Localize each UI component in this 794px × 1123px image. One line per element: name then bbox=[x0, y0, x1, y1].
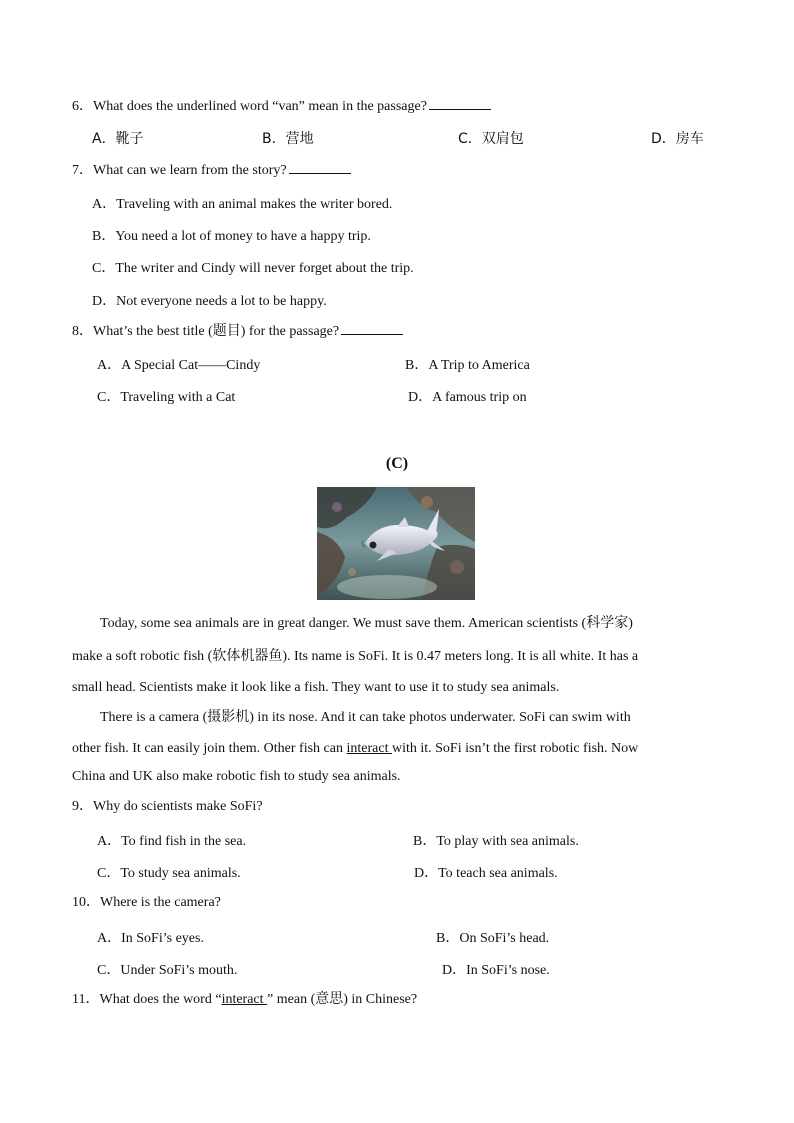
q9-option-a: A．To find fish in the sea. bbox=[97, 834, 247, 849]
paragraph-2-line-2-text: other fish. It can easily join them. Other fish can bbox=[72, 741, 347, 756]
q8-option-d: D．A famous trip on bbox=[408, 390, 527, 405]
question-11 bbox=[72, 991, 417, 1009]
q10-option-d: D．In SoFi’s nose. bbox=[442, 963, 550, 978]
paragraph-1-line-3: small head. Scientists make it look like a fish. They want to use it to study sea animals. bbox=[72, 680, 560, 695]
q9-option-d: D．To teach sea animals. bbox=[414, 866, 558, 881]
q6-option-b: B．营地 bbox=[262, 131, 314, 147]
paragraph-1-line-1: Today, some sea animals are in great danger. We must save them. American scientists (科学家) bbox=[100, 616, 633, 631]
answer-blank bbox=[429, 97, 491, 110]
q10-option-a: A．In SoFi’s eyes. bbox=[97, 931, 204, 946]
underlined-word-interact: interact bbox=[221, 992, 268, 1007]
question-11-stem-end: ” mean (意思) in Chinese? bbox=[267, 992, 418, 1007]
q6-option-d: D．房车 bbox=[651, 131, 704, 147]
q7-option-a: A．Traveling with an animal makes the writer bored. bbox=[92, 197, 393, 212]
answer-blank bbox=[341, 322, 403, 335]
q9-option-c: C．To study sea animals. bbox=[97, 866, 241, 881]
robotic-fish-illustration bbox=[317, 487, 475, 600]
question-7 bbox=[72, 161, 351, 180]
question-7-stem: 7．What can we learn from the story? bbox=[72, 163, 287, 178]
question-6 bbox=[72, 97, 491, 116]
paragraph-2-line-2 bbox=[72, 740, 638, 758]
question-11-stem: 11．What does the word “ bbox=[72, 992, 222, 1007]
underlined-word-interact: interact bbox=[346, 741, 392, 756]
q8-option-b: B．A Trip to America bbox=[405, 358, 530, 373]
question-10-stem: 10．Where is the camera? bbox=[72, 895, 221, 910]
q7-option-c: C．The writer and Cindy will never forget about the trip. bbox=[92, 261, 414, 276]
answer-blank bbox=[289, 161, 351, 174]
q8-option-a: A．A Special Cat——Cindy bbox=[97, 358, 261, 373]
question-6-stem: 6．What does the underlined word “van” mean in the passage? bbox=[72, 99, 427, 114]
question-10 bbox=[72, 894, 221, 912]
paragraph-1 bbox=[72, 609, 722, 640]
paragraph-2-line-2-rest: with it. SoFi isn’t the first robotic fish. Now bbox=[391, 741, 639, 756]
robotic-fish-photo bbox=[317, 487, 475, 600]
paragraph-2-line-3: China and UK also make robotic fish to study sea animals. bbox=[72, 769, 401, 784]
q8-option-c: C．Traveling with a Cat bbox=[97, 390, 236, 405]
question-9 bbox=[72, 798, 263, 816]
section-c-title: (C) bbox=[385, 455, 409, 472]
q10-option-b: B．On SoFi’s head. bbox=[436, 931, 550, 946]
q10-option-c: C．Under SoFi’s mouth. bbox=[97, 963, 238, 978]
question-8 bbox=[72, 322, 403, 341]
q9-option-b: B．To play with sea animals. bbox=[413, 834, 579, 849]
q7-option-d: D．Not everyone needs a lot to be happy. bbox=[92, 294, 327, 309]
paragraph-2-line-1: There is a camera (摄影机) in its nose. And it can take photos underwater. SoFi can swim with bbox=[100, 710, 631, 725]
q6-option-c: C．双肩包 bbox=[458, 131, 524, 147]
question-8-stem: 8．What’s the best title (题目) for the passage? bbox=[72, 324, 340, 339]
q6-option-a: A．靴子 bbox=[92, 131, 144, 147]
paragraph-1-line-2: make a soft robotic fish (软体机器鱼). Its name is SoFi. It is 0.47 meters long. It is all white. It has a bbox=[72, 649, 639, 664]
question-9-stem: 9．Why do scientists make SoFi? bbox=[72, 799, 263, 814]
q7-option-b: B．You need a lot of money to have a happy trip. bbox=[92, 229, 371, 244]
